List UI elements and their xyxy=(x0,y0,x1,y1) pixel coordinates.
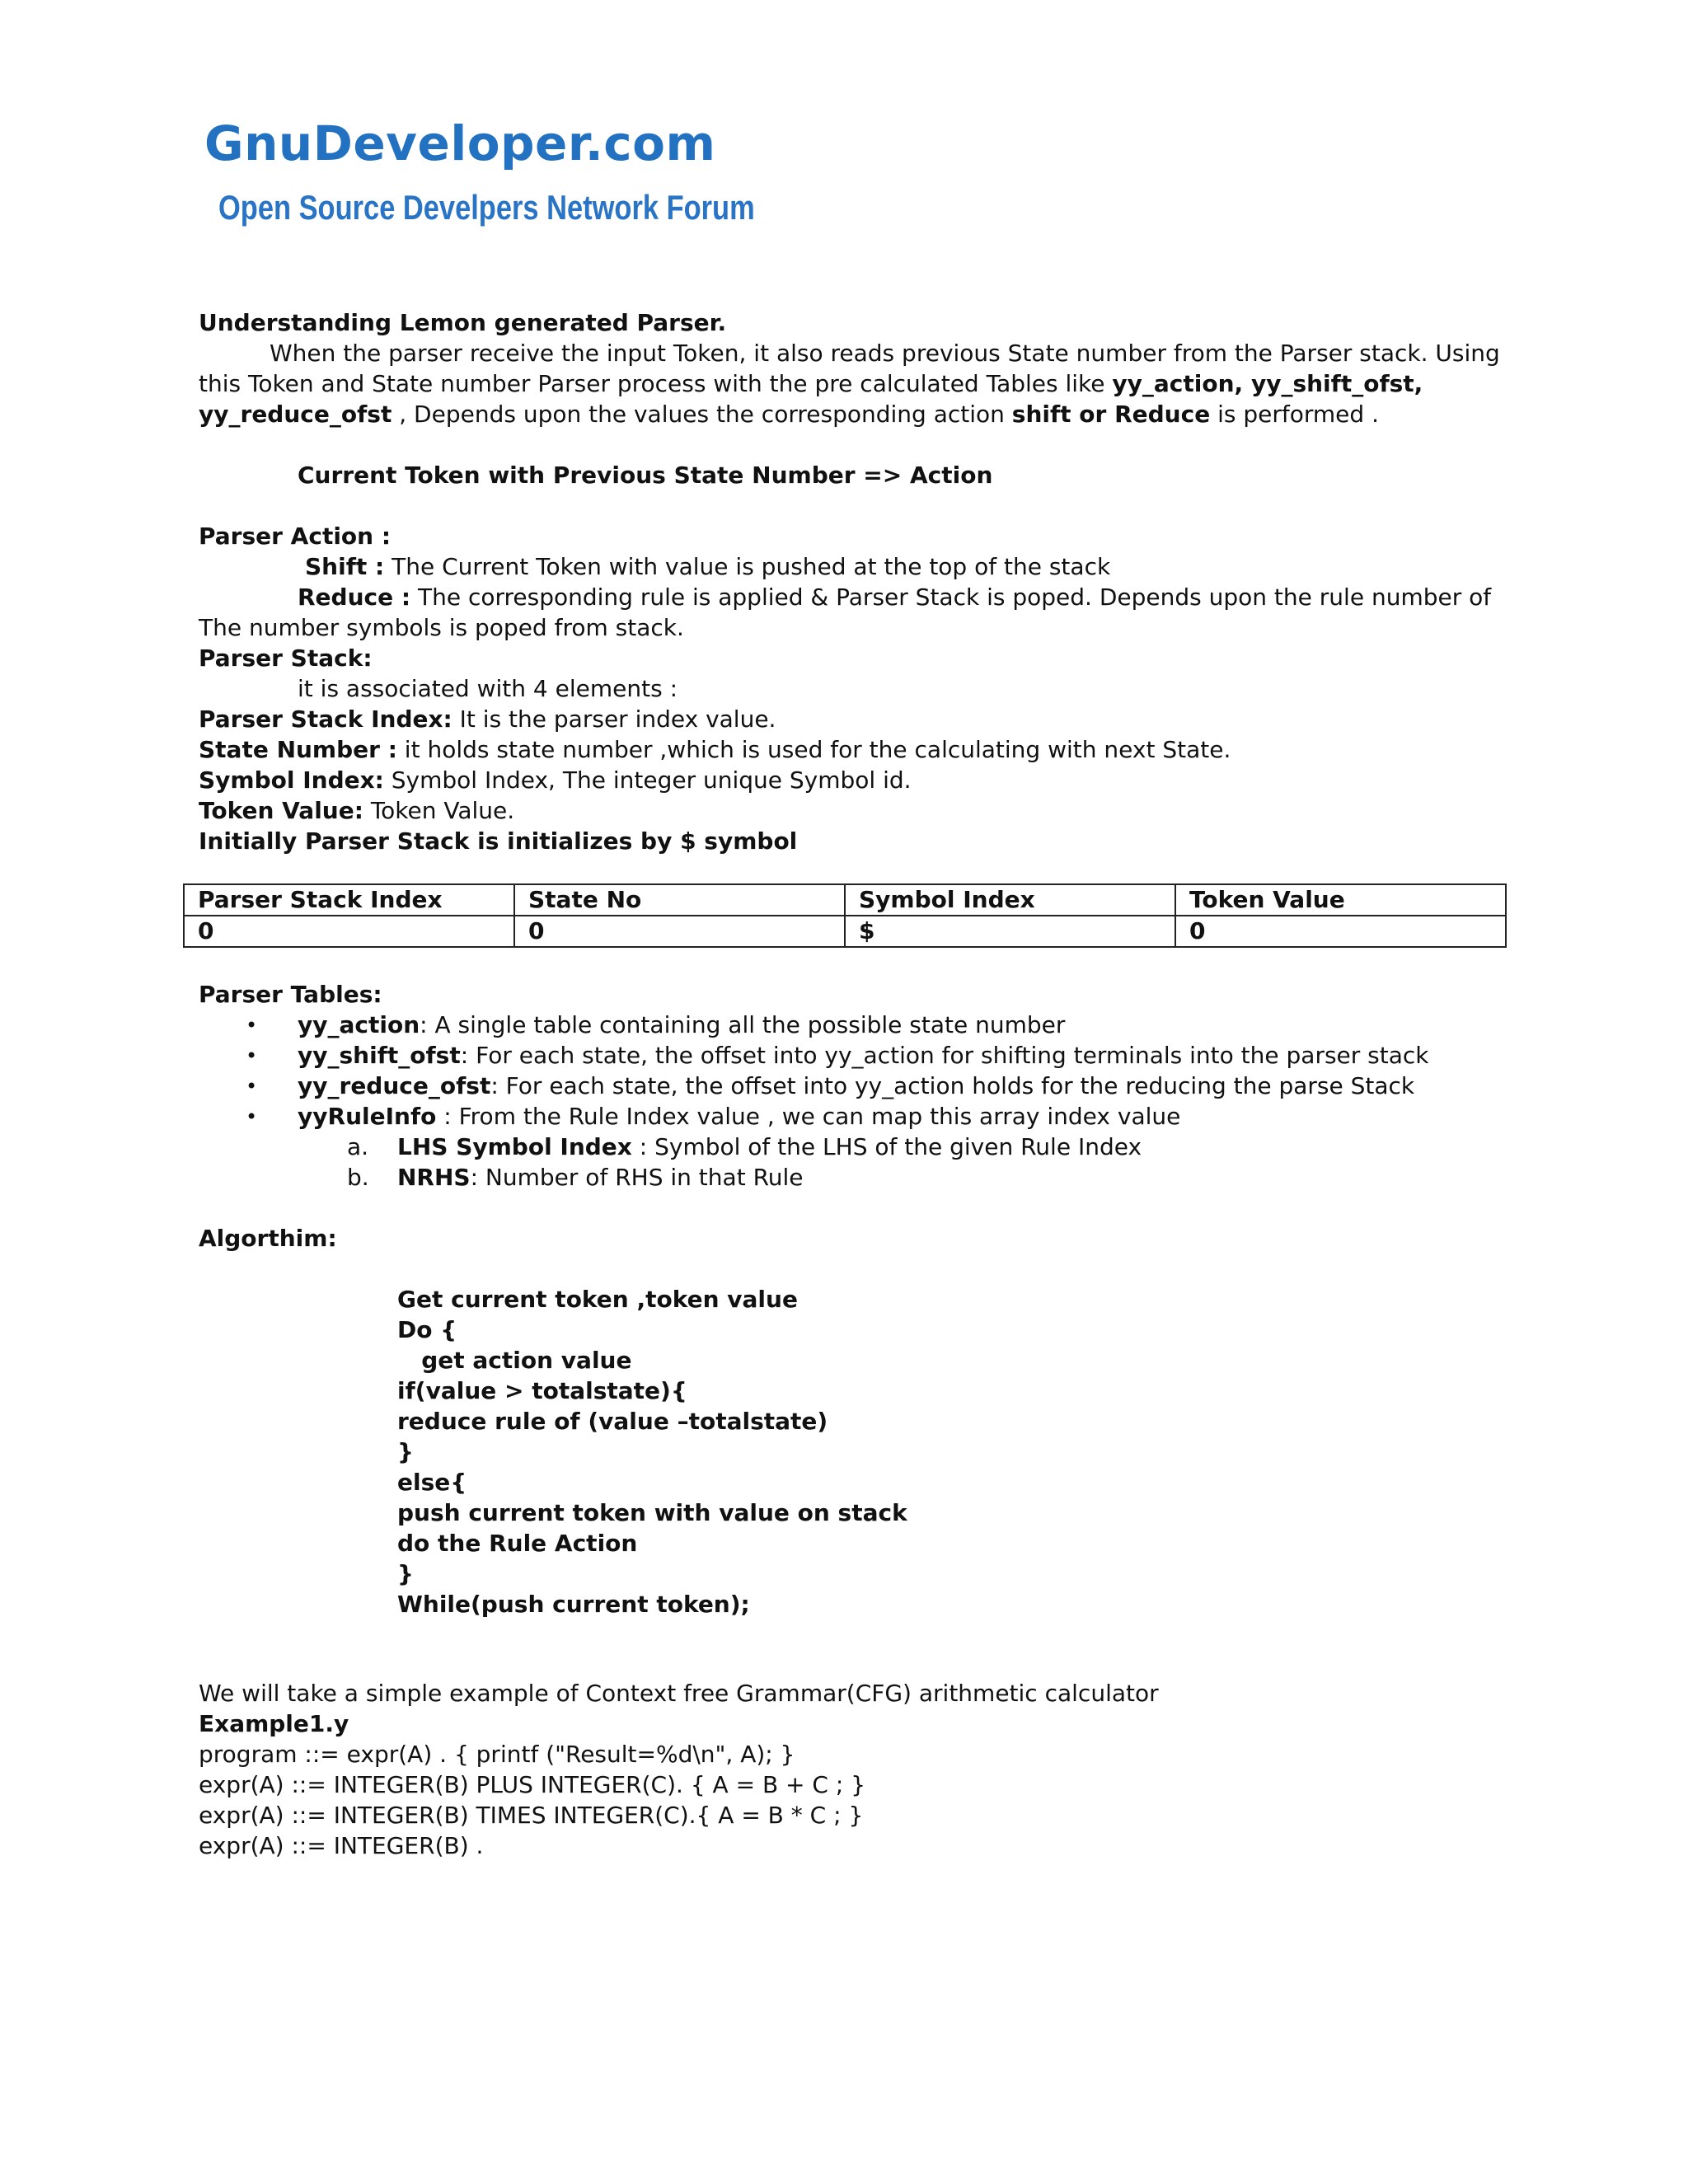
parser-tables-heading: Parser Tables: xyxy=(199,981,382,1008)
stack-element-token: Token Value: Token Value. xyxy=(199,797,515,824)
intro-line-3: yy_reduce_ofst , Depends upon the values the corresponding action shift or Reduce is performed . xyxy=(199,401,1379,428)
rule-statement: Current Token with Previous State Number => Action xyxy=(298,462,993,489)
sub-item-marker: b. xyxy=(347,1164,369,1191)
table-cell: 0 xyxy=(1175,916,1506,947)
algorithm-line: else{ xyxy=(397,1469,467,1496)
table-header-cell: Token Value xyxy=(1175,884,1506,916)
algorithm-heading: Algorthim: xyxy=(199,1225,337,1252)
grammar-line: expr(A) ::= INTEGER(B) . xyxy=(199,1832,484,1859)
stack-element-state: State Number : it holds state number ,which is used for the calculating with next State. xyxy=(199,736,1231,763)
table-row xyxy=(184,916,1506,947)
table-header-row xyxy=(184,884,1506,916)
parser-stack-heading: Parser Stack: xyxy=(199,644,373,672)
reduce-definition-cont: The number symbols is poped from stack. xyxy=(199,614,684,641)
algorithm-line: Get current token ,token value xyxy=(397,1286,798,1313)
sub-item-nrhs: NRHS: Number of RHS in that Rule xyxy=(397,1164,804,1191)
table-header-cell: State No xyxy=(514,884,845,916)
algorithm-line: do the Rule Action xyxy=(397,1530,638,1557)
algorithm-line: get action value xyxy=(397,1347,632,1374)
grammar-line: expr(A) ::= INTEGER(B) TIMES INTEGER(C).{ A = B * C ; } xyxy=(199,1802,864,1829)
bullet-icon: • xyxy=(246,1105,258,1128)
algorithm-line: } xyxy=(397,1560,414,1587)
intro-line-1: When the parser receive the input Token, it also reads previous State number from the Parser stack. Using xyxy=(270,340,1500,367)
bullet-icon: • xyxy=(246,1044,258,1067)
algorithm-line: Do { xyxy=(397,1316,457,1343)
algorithm-line: reduce rule of (value –totalstate) xyxy=(397,1408,828,1435)
intro-line-2: this Token and State number Parser process with the pre calculated Tables like yy_action, yy_shift_ofst, xyxy=(199,370,1423,397)
table-cell: 0 xyxy=(514,916,845,947)
parser-action-heading: Parser Action : xyxy=(199,523,392,550)
algorithm-line: While(push current token); xyxy=(397,1591,750,1618)
grammar-line: expr(A) ::= INTEGER(B) PLUS INTEGER(C). { A = B + C ; } xyxy=(199,1771,866,1798)
logo-subtitle: Open Source Develpers Network Forum xyxy=(218,188,755,227)
sub-item-lhs: LHS Symbol Index : Symbol of the LHS of the given Rule Index xyxy=(397,1133,1142,1160)
table-header-cell: Symbol Index xyxy=(845,884,1175,916)
bullet-icon: • xyxy=(246,1014,258,1037)
logo-title: GnuDeveloper.com xyxy=(204,115,716,171)
parser-stack-assoc: it is associated with 4 elements : xyxy=(298,675,678,702)
table-item-yy-action: yy_action: A single table containing all the possible state number xyxy=(298,1011,1066,1038)
table-header-cell: Parser Stack Index xyxy=(184,884,514,916)
table-cell: 0 xyxy=(184,916,514,947)
reduce-definition: Reduce : The corresponding rule is applied & Parser Stack is poped. Depends upon the rule number of xyxy=(298,583,1492,611)
table-cell: $ xyxy=(845,916,1175,947)
algorithm-line: } xyxy=(397,1438,414,1465)
stack-element-index: Parser Stack Index: It is the parser index value. xyxy=(199,705,776,733)
table-item-yy-reduce-ofst: yy_reduce_ofst: For each state, the offset into yy_action holds for the reducing the parse Stack xyxy=(298,1072,1415,1099)
parser-stack-table xyxy=(183,883,1507,948)
stack-element-symbol: Symbol Index: Symbol Index, The integer unique Symbol id. xyxy=(199,766,912,794)
algorithm-line: if(value > totalstate){ xyxy=(397,1377,687,1404)
example-filename: Example1.y xyxy=(199,1710,349,1737)
example-intro: We will take a simple example of Context free Grammar(CFG) arithmetic calculator xyxy=(199,1680,1159,1707)
stack-init-note: Initially Parser Stack is initializes by $ symbol xyxy=(199,827,798,855)
table-item-yyruleinfo: yyRuleInfo : From the Rule Index value , we can map this array index value xyxy=(298,1103,1181,1130)
table-item-yy-shift-ofst: yy_shift_ofst: For each state, the offset into yy_action for shifting terminals into the parser stack xyxy=(298,1042,1429,1069)
algorithm-line: push current token with value on stack xyxy=(397,1499,907,1526)
bullet-icon: • xyxy=(246,1075,258,1098)
site-logo xyxy=(203,115,755,247)
sub-item-marker: a. xyxy=(347,1133,369,1160)
document-heading: Understanding Lemon generated Parser. xyxy=(199,309,727,336)
shift-definition: Shift : The Current Token with value is pushed at the top of the stack xyxy=(305,553,1111,580)
grammar-line: program ::= expr(A) . { printf ("Result=%d\n", A); } xyxy=(199,1741,795,1768)
